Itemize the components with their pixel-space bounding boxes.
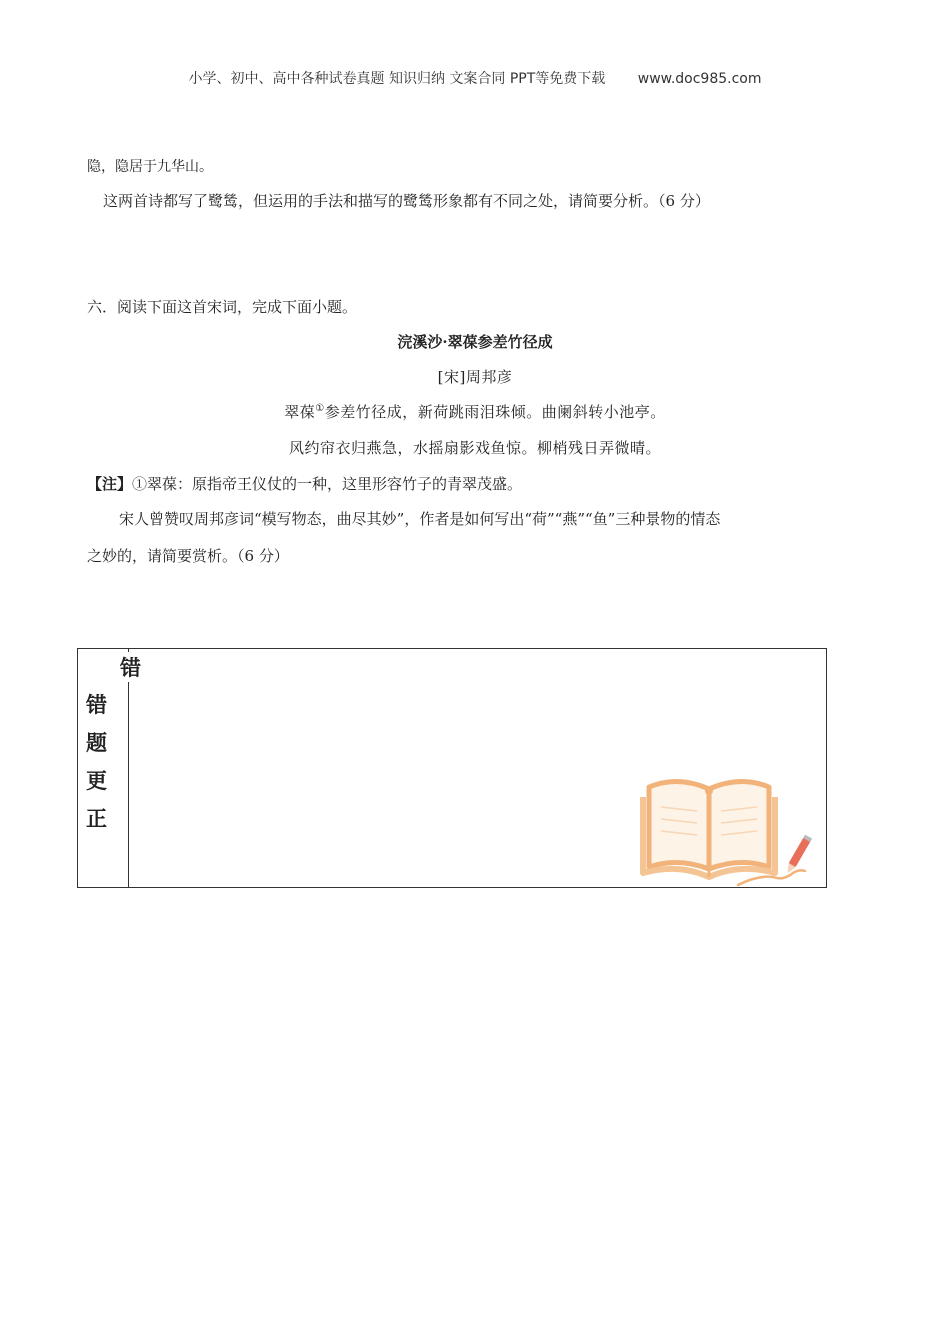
page-header (0, 68, 950, 88)
footnote-text: ①翠葆：原指帝王仪仗的一种，这里形容竹子的青翠茂盛。 (132, 475, 523, 493)
poem-line-1 (0, 402, 950, 422)
question-6-line-1: 宋人曾赞叹周邦彦词“模写物态，曲尽其妙”，作者是如何写出“荷”“燕”“鱼”三种景物的情态 (119, 510, 721, 528)
top-char: 错 (120, 652, 141, 682)
correction-label-column (78, 649, 129, 887)
section-6-heading: 六．阅读下面这首宋词，完成下面小题。 (87, 298, 358, 316)
question-5: 这两首诗都写了鹭鸶，但运用的手法和描写的鹭鸶形象都有不同之处，请简要分析。（6 分） (103, 192, 710, 210)
prev-note-tail: 隐，隐居于九华山。 (87, 159, 213, 175)
footnote-marker: ① (315, 403, 325, 414)
question-6-line-2: 之妙的，请简要赏析。（6 分） (87, 547, 289, 565)
side-char-2: 题 (86, 731, 107, 755)
poem-line-1-rest: 参差竹径成，新荷跳雨泪珠倾。曲阑斜转小池亭。 (324, 403, 666, 421)
header-url[interactable]: www.doc985.com (637, 71, 762, 87)
poem-line-2: 风约帘衣归燕急，水摇扇影戏鱼惊。柳梢残日弄微晴。 (288, 439, 661, 457)
poem-author: [宋]周邦彦 (437, 368, 513, 386)
poem-line-1-start: 翠葆 (284, 403, 316, 421)
header-text: 小学、初中、高中各种试卷真题 知识归纳 文案合同 PPT等免费下载 (188, 71, 606, 87)
footnote (87, 474, 522, 494)
side-char-1: 错 (86, 693, 107, 717)
side-char-4: 正 (86, 807, 107, 831)
footnote-label: 【注】 (87, 475, 133, 493)
poem-title: 浣溪沙·翠葆参差竹径成 (397, 333, 553, 351)
error-correction-box (77, 648, 827, 888)
open-book-with-pencil-icon (633, 777, 823, 887)
side-char-3: 更 (86, 769, 107, 793)
